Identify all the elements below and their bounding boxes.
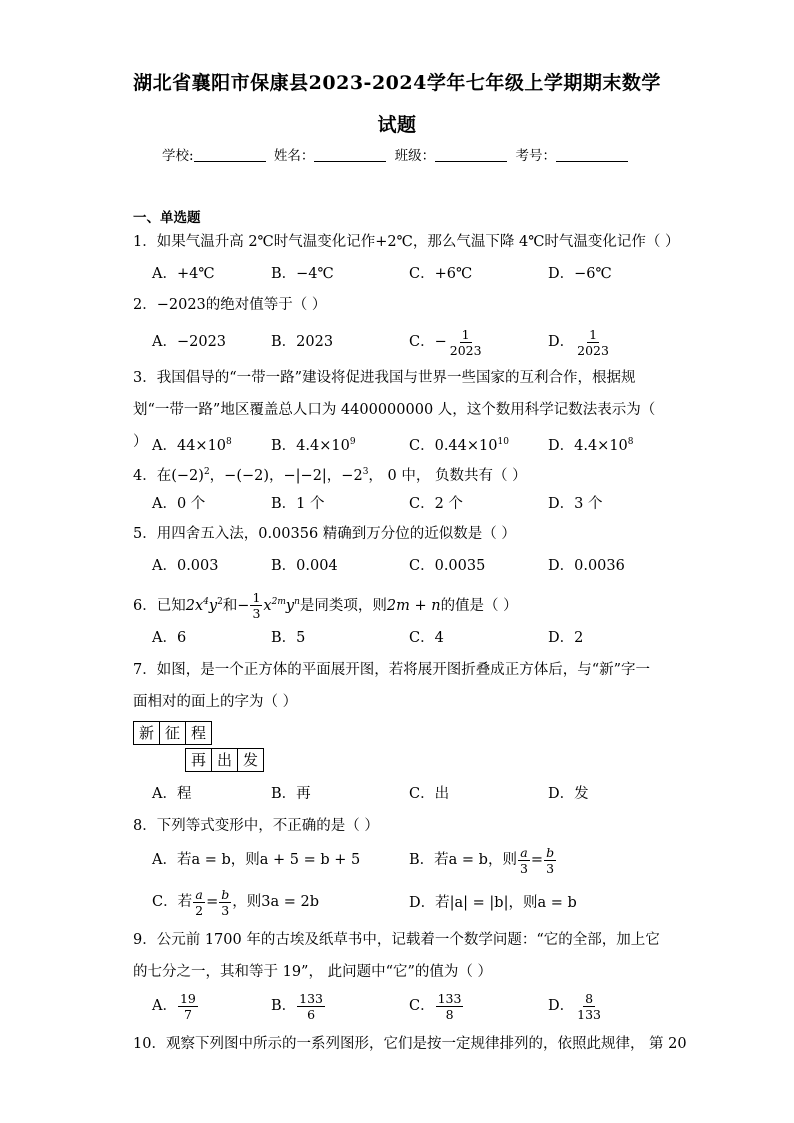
fraction: $\frac{a}{2}$	[195, 886, 204, 918]
page-title-line2: 试题	[377, 114, 417, 136]
school-blank	[194, 148, 266, 162]
q5-option-a: A．0.003	[152, 558, 219, 574]
question-1: 1．如果气温升高 2℃时气温变化记作+2℃，那么气温下降 4℃时气温变化记作（ ）	[133, 234, 680, 250]
q7-option-c: C．出	[409, 786, 450, 802]
fraction: $\frac{1}{2023}$	[577, 326, 609, 358]
q7-option-b: B．再	[271, 786, 311, 802]
q8-option-d: D．若|a| = |b|，则a = b	[409, 895, 577, 911]
question-9: 9．公元前 1700 年的古埃及纸草书中，记载着一个数学问题：“它的全部，加上它的七分之一，其和等于 19”， 此问题中“它”的值为（ ）	[133, 932, 660, 980]
q2-option-c: C．− $\frac{1}{2023}$	[409, 326, 482, 358]
q4-option-c: C．2 个	[409, 496, 463, 512]
fraction: $\frac{19}{7}$	[179, 990, 196, 1022]
fraction: $\frac{8}{133}$	[577, 990, 601, 1022]
q3-option-c: C．$0.44\times 10^{10}$	[409, 437, 509, 454]
q7-option-a: A．程	[152, 786, 192, 802]
q8-option-c: C．若 $\frac{a}{2}$ = $\frac{b}{3}$ ，则3a = 2b	[152, 886, 319, 918]
question-3: 3．我国倡导的“一带一路”建设将促进我国与世界一些国家的互利合作，根据规划“一带一路”地区覆盖总人口为 4400000000 人，这个数用科学记数法表示为（ ）	[133, 370, 656, 450]
q3-option-b: B．$4.4\times 10^9$	[271, 437, 356, 454]
q9-option-c: C． $\frac{133}{8}$	[409, 990, 462, 1022]
q1-option-c: C．+6℃	[409, 266, 473, 282]
question-8: 8．下列等式变形中，不正确的是（ ）	[133, 818, 379, 834]
exam-no-blank	[556, 148, 628, 162]
fraction: $\frac{133}{8}$	[437, 990, 462, 1022]
question-5: 5．用四舍五入法，0.00356 精确到万分位的近似数是（ ）	[133, 526, 516, 542]
exam-no-label: 考号：	[515, 148, 556, 164]
name-blank	[314, 148, 386, 162]
net-cell: 发	[237, 748, 264, 772]
q1-option-b: B．−4℃	[271, 266, 334, 282]
q8-option-b: B．若a = b，则 $\frac{a}{3}$ = $\frac{b}{3}$	[409, 844, 555, 876]
fraction: $\frac{a}{3}$	[519, 844, 528, 876]
q4-option-a: A．0 个	[152, 496, 206, 512]
student-info-line	[0, 144, 794, 164]
q9-option-b: B． $\frac{133}{6}$	[271, 990, 324, 1022]
fraction: $\frac{1}{2023}$	[449, 326, 482, 358]
net-cell: 出	[211, 748, 238, 772]
q8-option-a: A．若a = b，则a + 5 = b + 5	[152, 852, 361, 868]
question-10: 10．观察下列图中所示的一系列图形，它们是按一定规律排列的，依照此规律， 第 20	[133, 1036, 687, 1052]
q2-option-d: D． $\frac{1}{2023}$	[548, 326, 609, 358]
q1-option-d: D．−6℃	[548, 266, 612, 282]
fraction: $\frac{b}{3}$	[221, 886, 230, 918]
q3-option-d: D．$4.4\times 10^8$	[548, 437, 634, 454]
q1-option-a: A．+4℃	[152, 266, 215, 282]
q5-option-b: B．0.004	[271, 558, 338, 574]
q6-option-b: B．5	[271, 630, 306, 646]
q9-option-a: A． $\frac{19}{7}$	[152, 990, 196, 1022]
net-cell: 新	[133, 721, 160, 745]
fraction: $\frac{b}{3}$	[546, 844, 555, 876]
net-cell: 再	[185, 748, 212, 772]
q7-option-d: D．发	[548, 786, 589, 802]
q2-option-b: B．2023	[271, 334, 334, 350]
q6-option-c: C．4	[409, 630, 444, 646]
q9-option-d: D． $\frac{8}{133}$	[548, 990, 601, 1022]
question-2: 2．−2023的绝对值等于（ ）	[133, 297, 327, 313]
section-heading: 一、单选题	[133, 210, 201, 226]
fraction: $\frac{1}{3}$	[252, 590, 261, 622]
net-cell: 征	[159, 721, 186, 745]
q5-option-c: C．0.0035	[409, 558, 486, 574]
q3-option-a: A．$44\times 10^8$	[152, 437, 232, 454]
q6-option-d: D．2	[548, 630, 584, 646]
q2-option-a: A．−2023	[152, 334, 227, 350]
q6-option-a: A．6	[152, 630, 187, 646]
class-blank	[435, 148, 507, 162]
net-cell: 程	[185, 721, 212, 745]
fraction: $\frac{133}{6}$	[299, 990, 324, 1022]
class-label: 班级：	[394, 148, 436, 164]
q5-option-d: D．0.0036	[548, 558, 625, 574]
question-7: 7．如图，是一个正方体的平面展开图，若将展开图折叠成正方体后，与“新”字一面相对的面上的字为（ ）	[133, 662, 651, 710]
q4-option-b: B．1 个	[271, 496, 325, 512]
page-title-line1: 湖北省襄阳市保康县2023-2024学年七年级上学期期末数学	[133, 72, 661, 94]
school-label: 学校:	[162, 148, 194, 164]
question-4: 4．在$(-2)^2$，−(−2)，−|−2|，$-2^3$， 0 中， 负数共有（ ）	[133, 467, 527, 484]
q4-option-d: D．3 个	[548, 496, 603, 512]
name-label: 姓名：	[273, 148, 315, 164]
question-6: 6．已知$2x^4y^2$和− $\frac{1}{3}$ $x^{2m}y^n$是同类项，则2m + n的值是（ ）	[133, 590, 518, 622]
